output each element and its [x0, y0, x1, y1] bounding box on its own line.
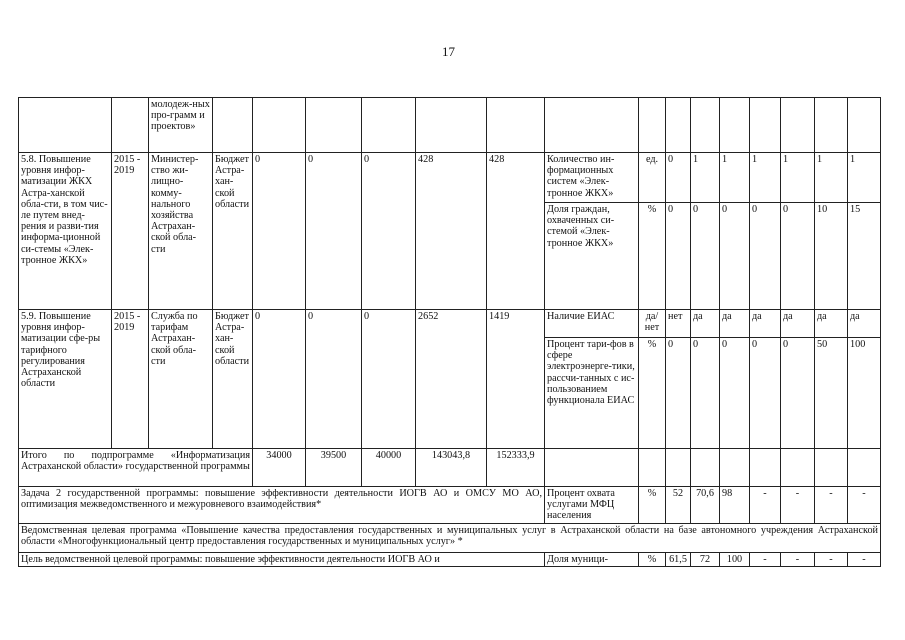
value-cell: -	[848, 487, 881, 524]
table-row	[19, 449, 881, 487]
indicator-name-cell: Процент тари-фов в сфере электроэнерге-тики, рассчи-танных с ис-пользованием функционала ЕИАС	[545, 338, 639, 449]
unit-cell: да/ нет	[639, 310, 666, 338]
executor-cell: Служба по тарифам Астрахан-ской обла-сти	[149, 310, 213, 449]
value-cell: да	[750, 310, 781, 338]
total-value-cell: 40000	[362, 449, 416, 487]
indicator-name-cell: Наличие ЕИАС	[545, 310, 639, 338]
cell	[545, 449, 639, 487]
value-cell: 0	[691, 203, 720, 310]
value-cell: 1	[691, 153, 720, 203]
cell	[213, 98, 253, 153]
cell	[19, 98, 112, 153]
cell	[639, 449, 666, 487]
value-cell: 52	[666, 487, 691, 524]
total-value-cell: 152333,9	[487, 449, 545, 487]
fin-cell: 0	[306, 153, 362, 310]
value-cell: 98	[720, 487, 750, 524]
value-cell: -	[750, 487, 781, 524]
cell	[666, 449, 691, 487]
cell	[815, 98, 848, 153]
program-title-cell: Ведомственная целевая программа «Повышение качества предоставления государственных и муниципальных услуг в Астраханской области на базе автономного учреждения Астраханской области «Многофункциональный центр предоставления государственных и муниципальных услуг» *	[19, 523, 881, 552]
cell	[781, 449, 815, 487]
cell	[416, 98, 487, 153]
table-row	[19, 487, 881, 524]
cell	[720, 449, 750, 487]
table-row	[19, 523, 881, 552]
measure-name-cell: 5.9. Повышение уровня инфор-матизации сфе-ры тарифного регулирования Астраханской области	[19, 310, 112, 449]
total-value-cell: 143043,8	[416, 449, 487, 487]
value-cell: 61,5	[666, 552, 691, 566]
table-row	[19, 153, 881, 203]
value-cell: 0	[666, 153, 691, 203]
fin-cell: 428	[416, 153, 487, 310]
fin-cell: 0	[306, 310, 362, 449]
value-cell: -	[848, 552, 881, 566]
value-cell: -	[750, 552, 781, 566]
value-cell: -	[781, 552, 815, 566]
value-cell: 10	[815, 203, 848, 310]
fin-cell: 0	[253, 310, 306, 449]
cell	[781, 98, 815, 153]
table-row	[19, 98, 881, 153]
period-cell: 2015 - 2019	[112, 153, 149, 310]
cell	[545, 98, 639, 153]
cell	[112, 98, 149, 153]
value-cell: 1	[781, 153, 815, 203]
value-cell: 0	[750, 338, 781, 449]
value-cell: да	[781, 310, 815, 338]
table-row	[19, 552, 881, 566]
indicator-name-cell: Доля граждан, охваченных си-стемой «Элек-тронное ЖКХ»	[545, 203, 639, 310]
value-cell: да	[848, 310, 881, 338]
total-value-cell: 39500	[306, 449, 362, 487]
value-cell: -	[815, 552, 848, 566]
executor-cell: Министер-ство жи-лищно-комму-нального хозяйства Астрахан-ской обла-сти	[149, 153, 213, 310]
cell	[720, 98, 750, 153]
value-cell: 1	[720, 153, 750, 203]
value-cell: -	[781, 487, 815, 524]
value-cell: 50	[815, 338, 848, 449]
value-cell: 15	[848, 203, 881, 310]
value-cell: 0	[781, 338, 815, 449]
page-number: 17	[442, 44, 455, 59]
cell	[487, 98, 545, 153]
unit-cell: ед.	[639, 153, 666, 203]
cell	[362, 98, 416, 153]
goal-text-cell: Цель ведомственной целевой программы: повышение эффективности деятельности ИОГВ АО и	[19, 552, 545, 566]
value-cell: 1	[848, 153, 881, 203]
value-cell: 1	[815, 153, 848, 203]
executor-cell: молодеж-ных про-грамм и проектов»	[149, 98, 213, 153]
period-cell: 2015 - 2019	[112, 310, 149, 449]
source-cell: Бюджет Астра-хан-ской области	[213, 153, 253, 310]
fin-cell: 428	[487, 153, 545, 310]
cell	[848, 98, 881, 153]
total-label-cell: Итого по подпрограмме «Информатизация Астраханской области» государственной программы	[19, 449, 253, 487]
cell	[691, 98, 720, 153]
cell	[750, 449, 781, 487]
value-cell: 1	[750, 153, 781, 203]
cell	[253, 98, 306, 153]
cell	[639, 98, 666, 153]
cell	[306, 98, 362, 153]
program-table	[18, 97, 881, 567]
cell	[848, 449, 881, 487]
value-cell: 0	[781, 203, 815, 310]
source-cell: Бюджет Астра-хан-ской области	[213, 310, 253, 449]
unit-cell: %	[639, 487, 666, 524]
value-cell: да	[720, 310, 750, 338]
value-cell: 100	[720, 552, 750, 566]
fin-cell: 0	[253, 153, 306, 310]
fin-cell: 2652	[416, 310, 487, 449]
table-row	[19, 310, 881, 338]
indicator-name-cell: Доля муници-	[545, 552, 639, 566]
fin-cell: 0	[362, 310, 416, 449]
indicator-name-cell: Количество ин-формационных систем «Элек-тронное ЖКХ»	[545, 153, 639, 203]
unit-cell: %	[639, 552, 666, 566]
value-cell: -	[815, 487, 848, 524]
value-cell: да	[691, 310, 720, 338]
value-cell: 0	[691, 338, 720, 449]
unit-cell: %	[639, 203, 666, 310]
value-cell: 0	[720, 338, 750, 449]
total-value-cell: 34000	[253, 449, 306, 487]
value-cell: 0	[666, 203, 691, 310]
cell	[691, 449, 720, 487]
value-cell: 70,6	[691, 487, 720, 524]
indicator-name-cell: Процент охвата услугами МФЦ населения	[545, 487, 639, 524]
value-cell: да	[815, 310, 848, 338]
fin-cell: 0	[362, 153, 416, 310]
value-cell: 0	[720, 203, 750, 310]
task-text-cell: Задача 2 государственной программы: повышение эффективности деятельности ИОГВ АО и ОМСУ МО АО, оптимизация межведомственного и межуровневого взаимодействия*	[19, 487, 545, 524]
cell	[666, 98, 691, 153]
value-cell: 72	[691, 552, 720, 566]
value-cell: 100	[848, 338, 881, 449]
value-cell: 0	[750, 203, 781, 310]
cell	[750, 98, 781, 153]
fin-cell: 1419	[487, 310, 545, 449]
measure-name-cell: 5.8. Повышение уровня инфор-матизации ЖКХ Астра-ханской обла-сти, в том чис-ле путем внед-рения и разви-тия информа-ционной си-стемы «Элек-тронное ЖКХ»	[19, 153, 112, 310]
cell	[815, 449, 848, 487]
value-cell: нет	[666, 310, 691, 338]
value-cell: 0	[666, 338, 691, 449]
unit-cell: %	[639, 338, 666, 449]
